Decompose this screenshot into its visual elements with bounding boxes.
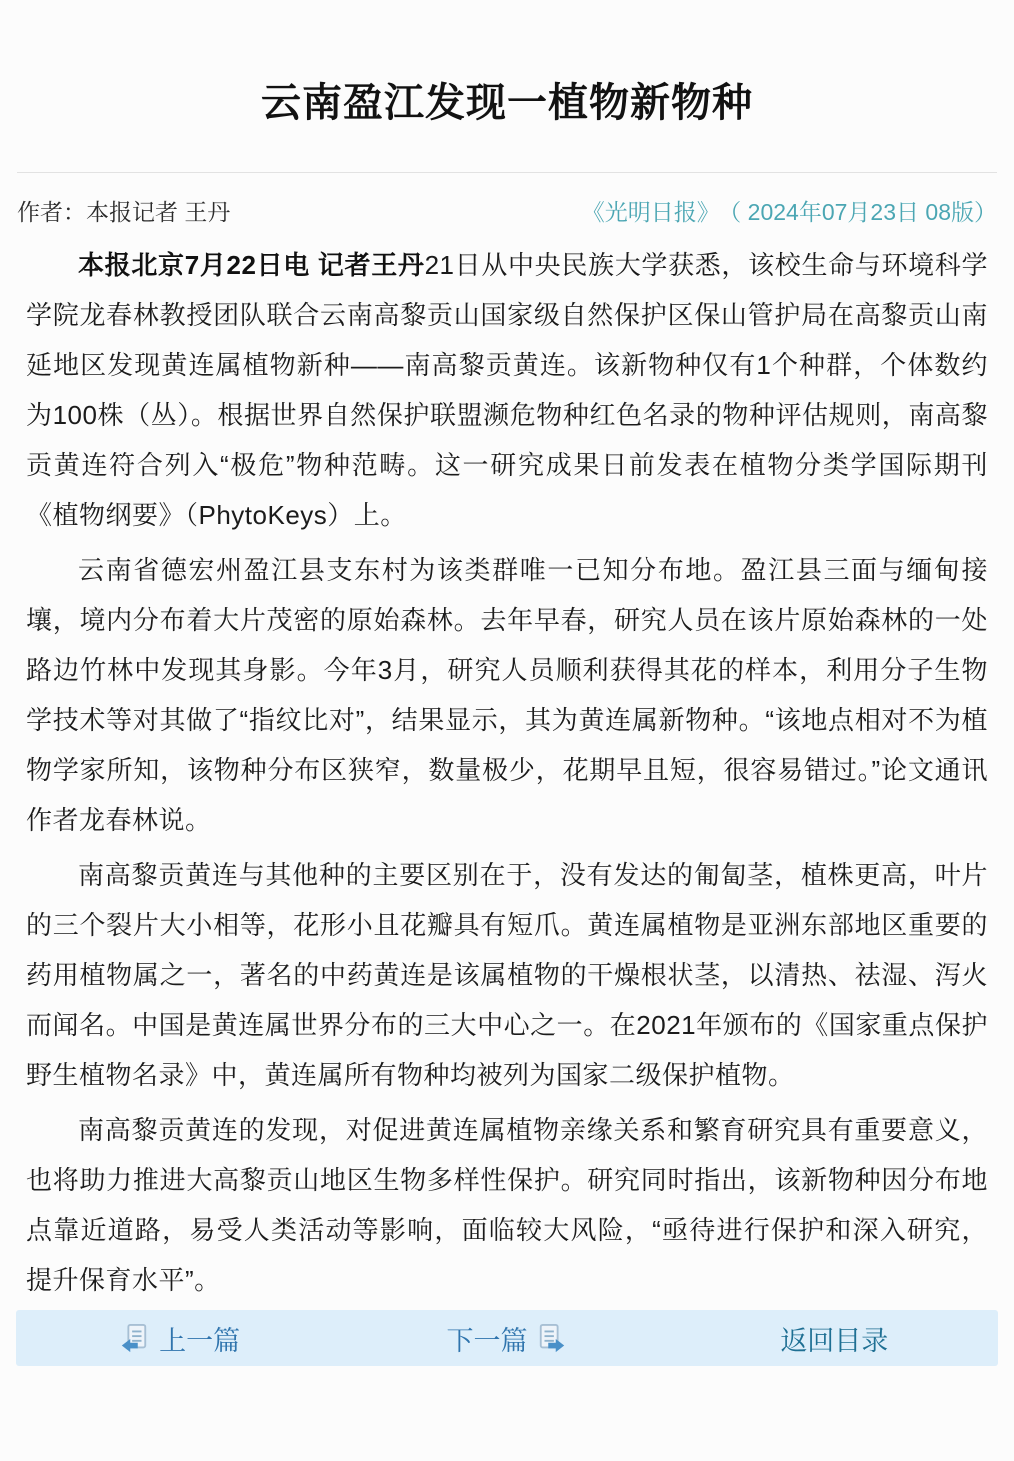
- back-to-contents-link[interactable]: [671, 1319, 998, 1358]
- publication-issue: （ 2024年07月23日 08版）: [729, 199, 997, 225]
- publication-info: [582, 196, 997, 228]
- page-title: 云南盈江发现一植物新物种: [261, 81, 753, 125]
- back-to-contents-label[interactable]: 返回目录: [780, 1325, 889, 1356]
- meta-row: [0, 196, 1014, 228]
- article-nav-bar: [16, 1310, 998, 1366]
- paragraph-text: 南高黎贡黄连的发现，对促进黄连属植物亲缘关系和繁育研究具有重要意义，也将助力推进大高黎贡山地区生物多样性保护。研究同时指出，该新物种因分布地点靠近道路，易受人类活动等影响，面临较大风险，“亟待进行保护和深入研究，提升保育水平”。: [26, 1115, 988, 1295]
- next-article-icon: [537, 1323, 567, 1353]
- article-paragraph: [26, 850, 988, 1100]
- byline: 作者：本报记者 王丹: [17, 199, 231, 225]
- article-paragraph: [26, 1105, 988, 1305]
- publication-name: 《光明日报》: [581, 199, 720, 225]
- article-body: [0, 240, 1014, 1305]
- divider: [17, 172, 997, 173]
- prev-article-link[interactable]: [16, 1319, 343, 1358]
- paragraph-text: 21日从中央民族大学获悉，该校生命与环境科学学院龙春林教授团队联合云南高黎贡山国家级自然保护区保山管护局在高黎贡山南延地区发现黄连属植物新种——南高黎贡黄连。该新物种仅有1个种群，个体数约为100株（丛）。根据世界自然保护联盟濒危物种红色名录的物种评估规则，南高黎贡黄连符合列入“极危”物种范畴。这一研究成果日前发表在植物分类学国际期刊《植物纲要》（PhytoKeys）上。: [26, 250, 988, 530]
- article-paragraph: [26, 240, 988, 540]
- paragraph-text: 云南省德宏州盈江县支东村为该类群唯一已知分布地。盈江县三面与缅甸接壤，境内分布着大片茂密的原始森林。去年早春，研究人员在该片原始森林的一处路边竹林中发现其身影。今年3月，研究人员顺利获得其花的样本，利用分子生物学技术等对其做了“指纹比对”，结果显示，其为黄连属新物种。“该地点相对不为植物学家所知，该物种分布区狭窄，数量极少，花期早且短，很容易错过。”论文通讯作者龙春林说。: [26, 555, 988, 835]
- next-article-label[interactable]: 下一篇: [446, 1325, 528, 1356]
- article-paragraph: [26, 545, 988, 845]
- prev-article-icon: [119, 1323, 149, 1353]
- dateline: 本报北京7月22日电 记者王丹: [78, 250, 425, 280]
- paragraph-text: 南高黎贡黄连与其他种的主要区别在于，没有发达的匍匐茎，植株更高，叶片的三个裂片大小相等，花形小且花瓣具有短爪。黄连属植物是亚洲东部地区重要的药用植物属之一，著名的中药黄连是该属植物的干燥根状茎，以清热、祛湿、泻火而闻名。中国是黄连属世界分布的三大中心之一。在2021年颁布的《国家重点保护野生植物名录》中，黄连属所有物种均被列为国家二级保护植物。: [26, 860, 988, 1090]
- next-article-link[interactable]: [343, 1319, 670, 1358]
- prev-article-label[interactable]: 上一篇: [159, 1325, 241, 1356]
